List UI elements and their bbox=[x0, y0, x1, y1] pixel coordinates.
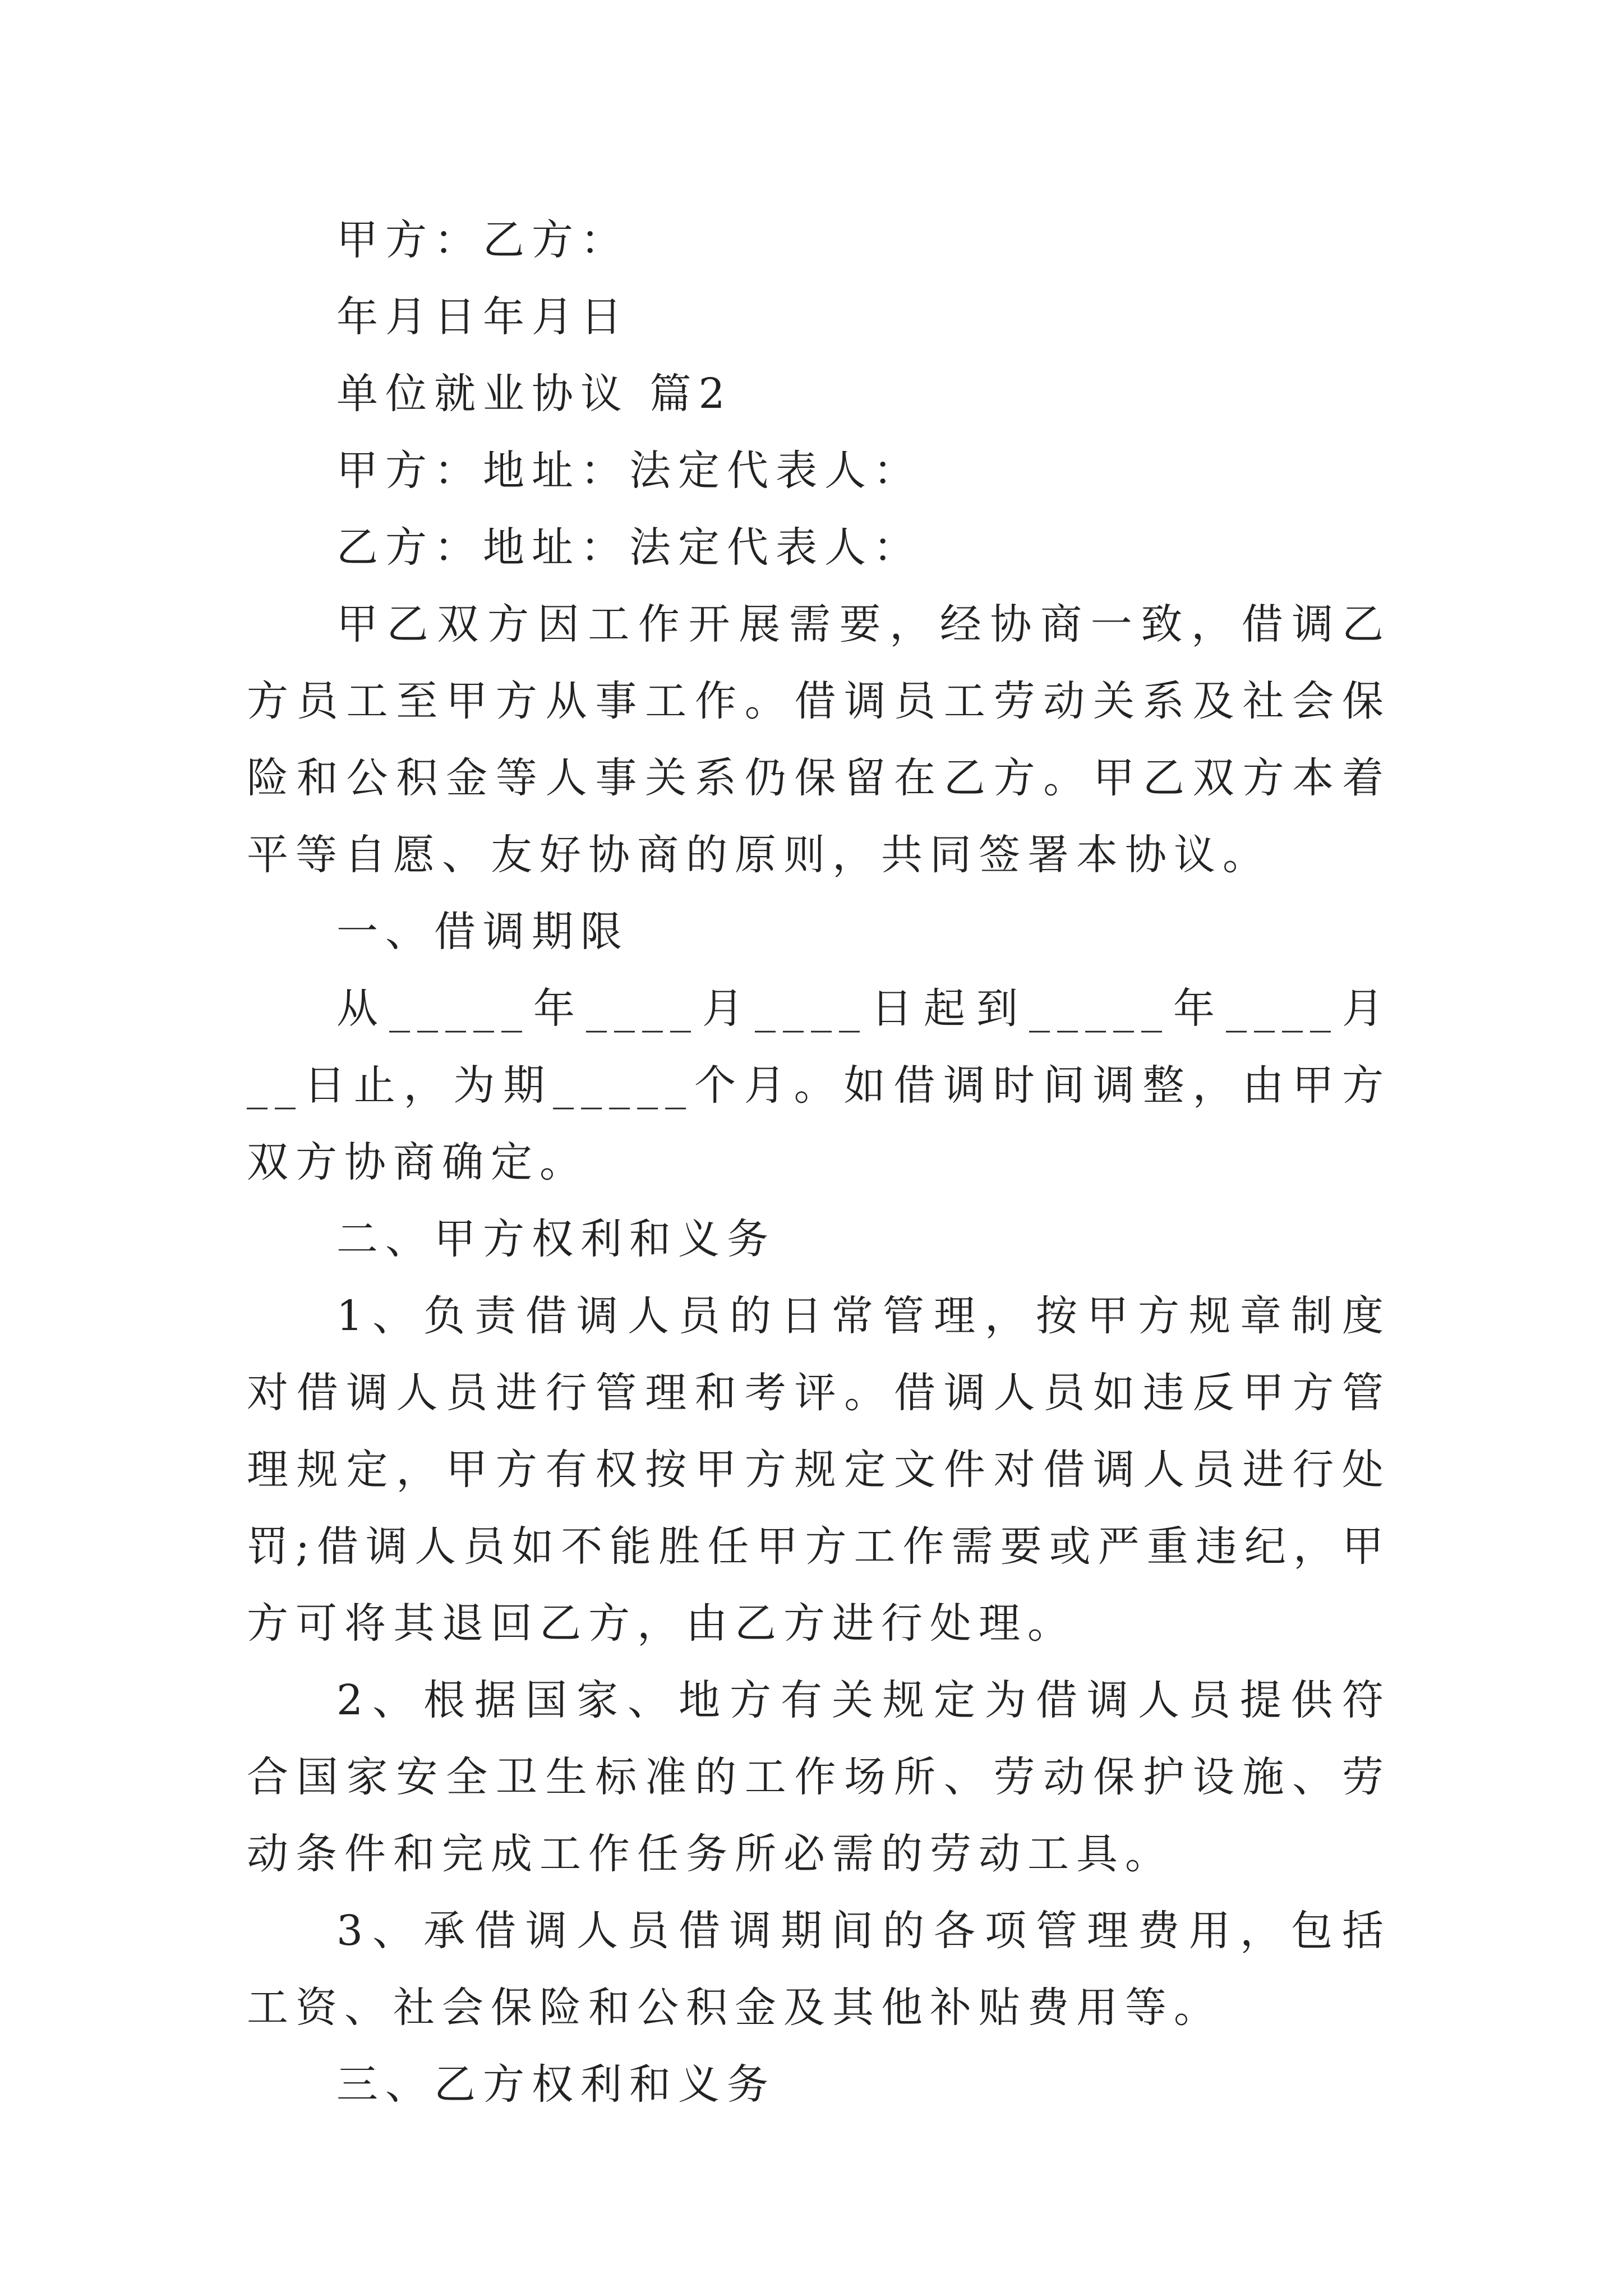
party-a-info: 甲方：地址：法定代表人： bbox=[336, 447, 922, 495]
party-b-info: 乙方：地址：法定代表人： bbox=[336, 523, 922, 572]
party-a-clause-3: 3、承借调人员借调期间的各项管理费用，包括工资、社会保险和公积金及其他补贴费用等。 bbox=[247, 1907, 1391, 2032]
section-title: 单位就业协议 篇2 bbox=[336, 370, 732, 418]
party-a-clause-1: 1、负责借调人员的日常管理，按甲方规章制度对借调人员进行管理和考评。借调人员如违反甲方管理规定，甲方有权按甲方规定文件对借调人员进行处罚;借调人员如不能胜任甲方工作需要或严重违纪，甲方可将其退回乙方，由乙方进行处理。 bbox=[247, 1292, 1391, 1648]
secondment-period-paragraph: 从_____年____月____日起到_____年____月__日止，为期_____个月。如借调时间调整，由甲方双方协商确定。 bbox=[247, 984, 1391, 1186]
signature-parties-line: 甲方：乙方： bbox=[336, 216, 629, 264]
signature-date-line: 年月日年月日 bbox=[336, 293, 629, 341]
party-a-clause-2: 2、根据国家、地方有关规定为借调人员提供符合国家安全卫生标准的工作场所、劳动保护设施、劳动条件和完成工作任务所必需的劳动工具。 bbox=[247, 1676, 1391, 1878]
heading-party-b-rights: 三、乙方权利和义务 bbox=[336, 2060, 776, 2109]
heading-secondment-period: 一、借调期限 bbox=[336, 908, 629, 956]
document-body bbox=[247, 202, 1391, 2123]
preamble-paragraph: 甲乙双方因工作开展需要，经协商一致，借调乙方员工至甲方从事工作。借调员工劳动关系及社会保险和公积金等人事关系仍保留在乙方。甲乙双方本着平等自愿、友好协商的原则，共同签署本协议。 bbox=[247, 600, 1391, 879]
heading-party-a-rights: 二、甲方权利和义务 bbox=[336, 1215, 776, 1263]
